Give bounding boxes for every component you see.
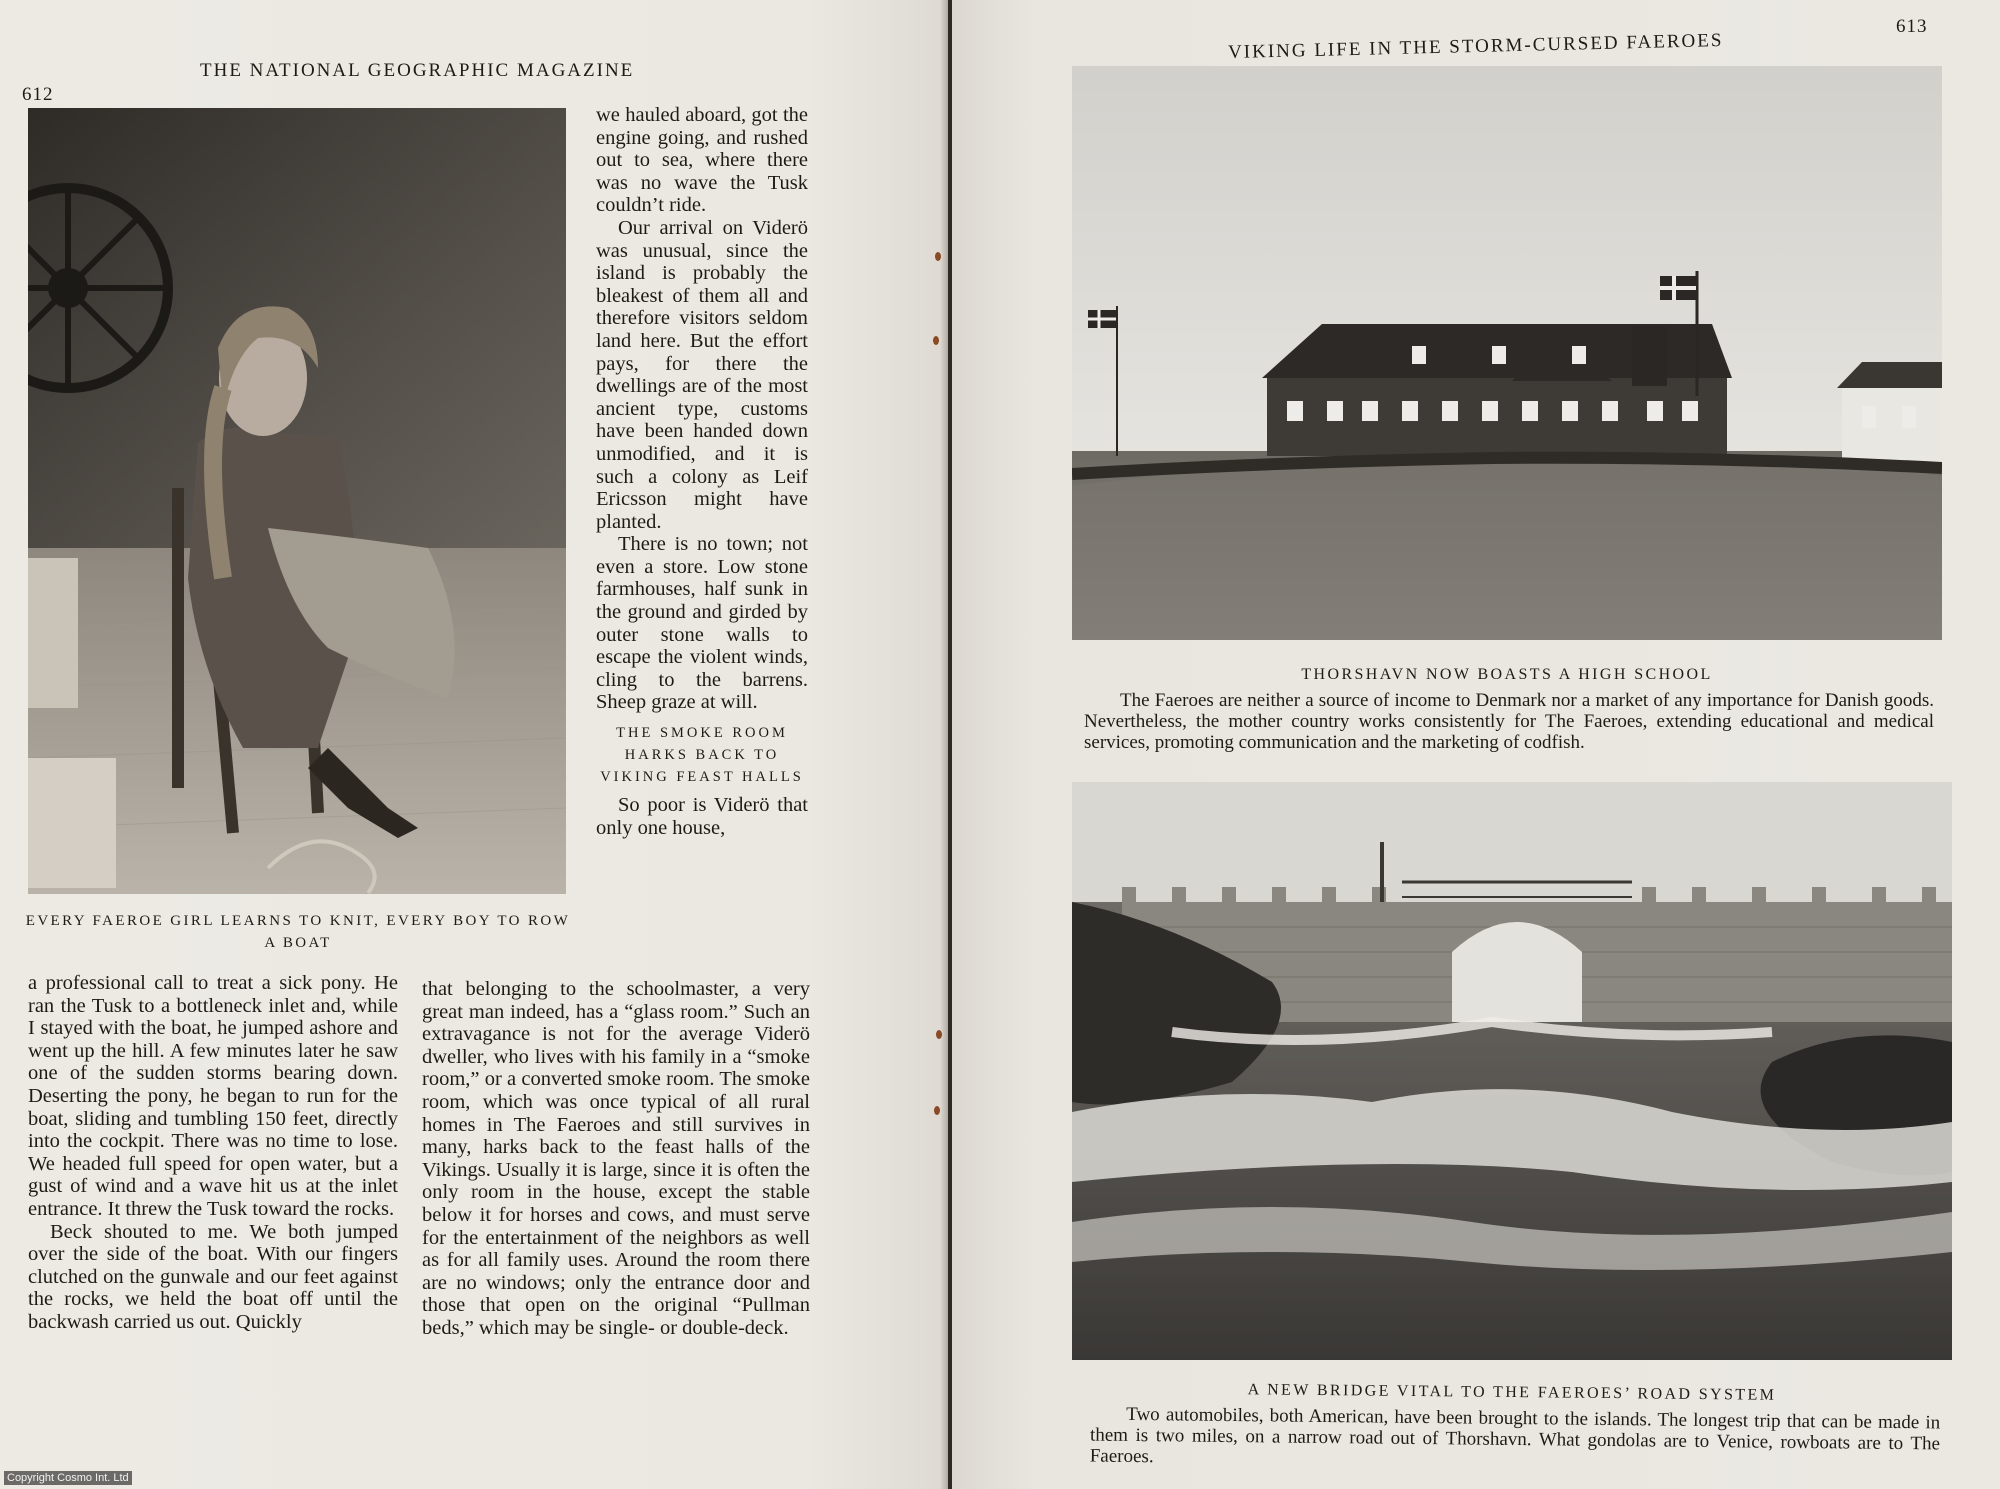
caption2-body [1090, 1404, 1941, 1476]
col-right-p1: we hauled aboard, got the engine going, and rushed out to sea, where there was no wave the Tusk couldn’t ride. [596, 104, 808, 217]
high-school-illustration [1072, 66, 1942, 640]
caption1-head: THORSHAVN NOW BOASTS A HIGH SCHOOL [1301, 666, 1713, 683]
left-page [0, 0, 948, 1489]
section-subhead: THE SMOKE ROOM HARKS BACK TO VIKING FEAST HALLS [600, 725, 804, 786]
caption2-head: A NEW BRIDGE VITAL TO THE FAEROES’ ROAD SYSTEM [1247, 1381, 1777, 1404]
right-page [952, 0, 2000, 1489]
bridge-illustration [1072, 782, 1952, 1360]
girl-knitting-illustration [28, 108, 566, 894]
photo-girl-knitting [28, 108, 566, 894]
col-left-p2: Beck shouted to me. We both jumped over the side of the boat. With our fingers clutched on the gunwale and our feet against the rocks, we held the boat off until the backwash carried us out. Quickly [28, 1220, 398, 1333]
col-right-p4: So poor is Viderö that only one house, [596, 794, 808, 839]
left-photo-caption: EVERY FAEROE GIRL LEARNS TO KNIT, EVERY BOY TO ROW A BOAT [25, 913, 571, 951]
col-right-p2: Our arrival on Viderö was unusual, since the island is probably the bleakest of them all and therefore visitors seldom land here. But the effort pays, for there the dwellings are of the most ancient type, customs have been handed down unmodified, and it is such a colony as Leif Ericsson might have planted. [596, 216, 808, 533]
col-right-p3: There is no town; not even a store. Low stone farmhouses, half sunk in the ground and girded by outer stone walls to escape the violent winds, cling to the barrens. Sheep graze at will. [596, 533, 808, 714]
left-page-col-left [28, 972, 398, 1334]
stain-mark [933, 336, 939, 345]
left-running-head: THE NATIONAL GEOGRAPHIC MAGAZINE [200, 60, 635, 81]
col-left-p1: a professional call to treat a sick pony. He ran the Tusk to a bottleneck inlet and, while I stayed with the boat, he jumped ashore and went up the hill. A few minutes later he saw one of the sudden storms bearing down. Deserting the pony, he began to run for the boat, sliding and tumbling 150 feet, directly into the cockpit. There was no time to lose. We headed full speed for open water, but a gust of wind and a wave hit us at the inlet entrance. It threw the Tusk toward the rocks. [28, 972, 398, 1220]
left-page-col-right [596, 104, 808, 839]
photo-bridge [1072, 782, 1952, 1360]
caption1-body [1084, 690, 1934, 753]
right-folio: 613 [1896, 16, 1928, 37]
photo-high-school [1072, 66, 1942, 640]
caption1-text: The Faeroes are neither a source of income to Denmark nor a market of any importance for Danish goods. Nevertheless, the mother country works consistently for The Faeroes, extending educational and medical services, promoting communication and the marketing of codfish. [1084, 690, 1934, 753]
right-running-head: VIKING LIFE IN THE STORM-CURSED FAEROES [1227, 29, 1724, 64]
left-page-col-mid [422, 978, 810, 1340]
left-folio: 612 [22, 84, 54, 105]
col-mid-p1: that belonging to the schoolmaster, a very great man indeed, has a “glass room.” Such an extravagance is not for the average Viderö dweller, who lives with his family in a “smoke room,” or a converted smoke room. The smoke room, which was once typical of all rural homes in The Faeroes and still survives in many, harks back to the feast halls of the Vikings. Usually it is large, since it is often the only room in the house, except the stable below it for horses and cows, and must serve for the entertainment of the neighbors as well as for all family uses. Around the room there are no windows; only the entrance door and those that open on the original “Pullman beds,” which may be single- or double-deck. [422, 978, 810, 1339]
copyright-watermark: Copyright Cosmo Int. Ltd [4, 1471, 132, 1485]
caption2-text: Two automobiles, both American, have been brought to the islands. The longest trip that can be made in them is two miles, on a narrow road out of Thorshavn. What gondolas are to Venice, rowboats are to The Faeroes. [1089, 1403, 1941, 1468]
